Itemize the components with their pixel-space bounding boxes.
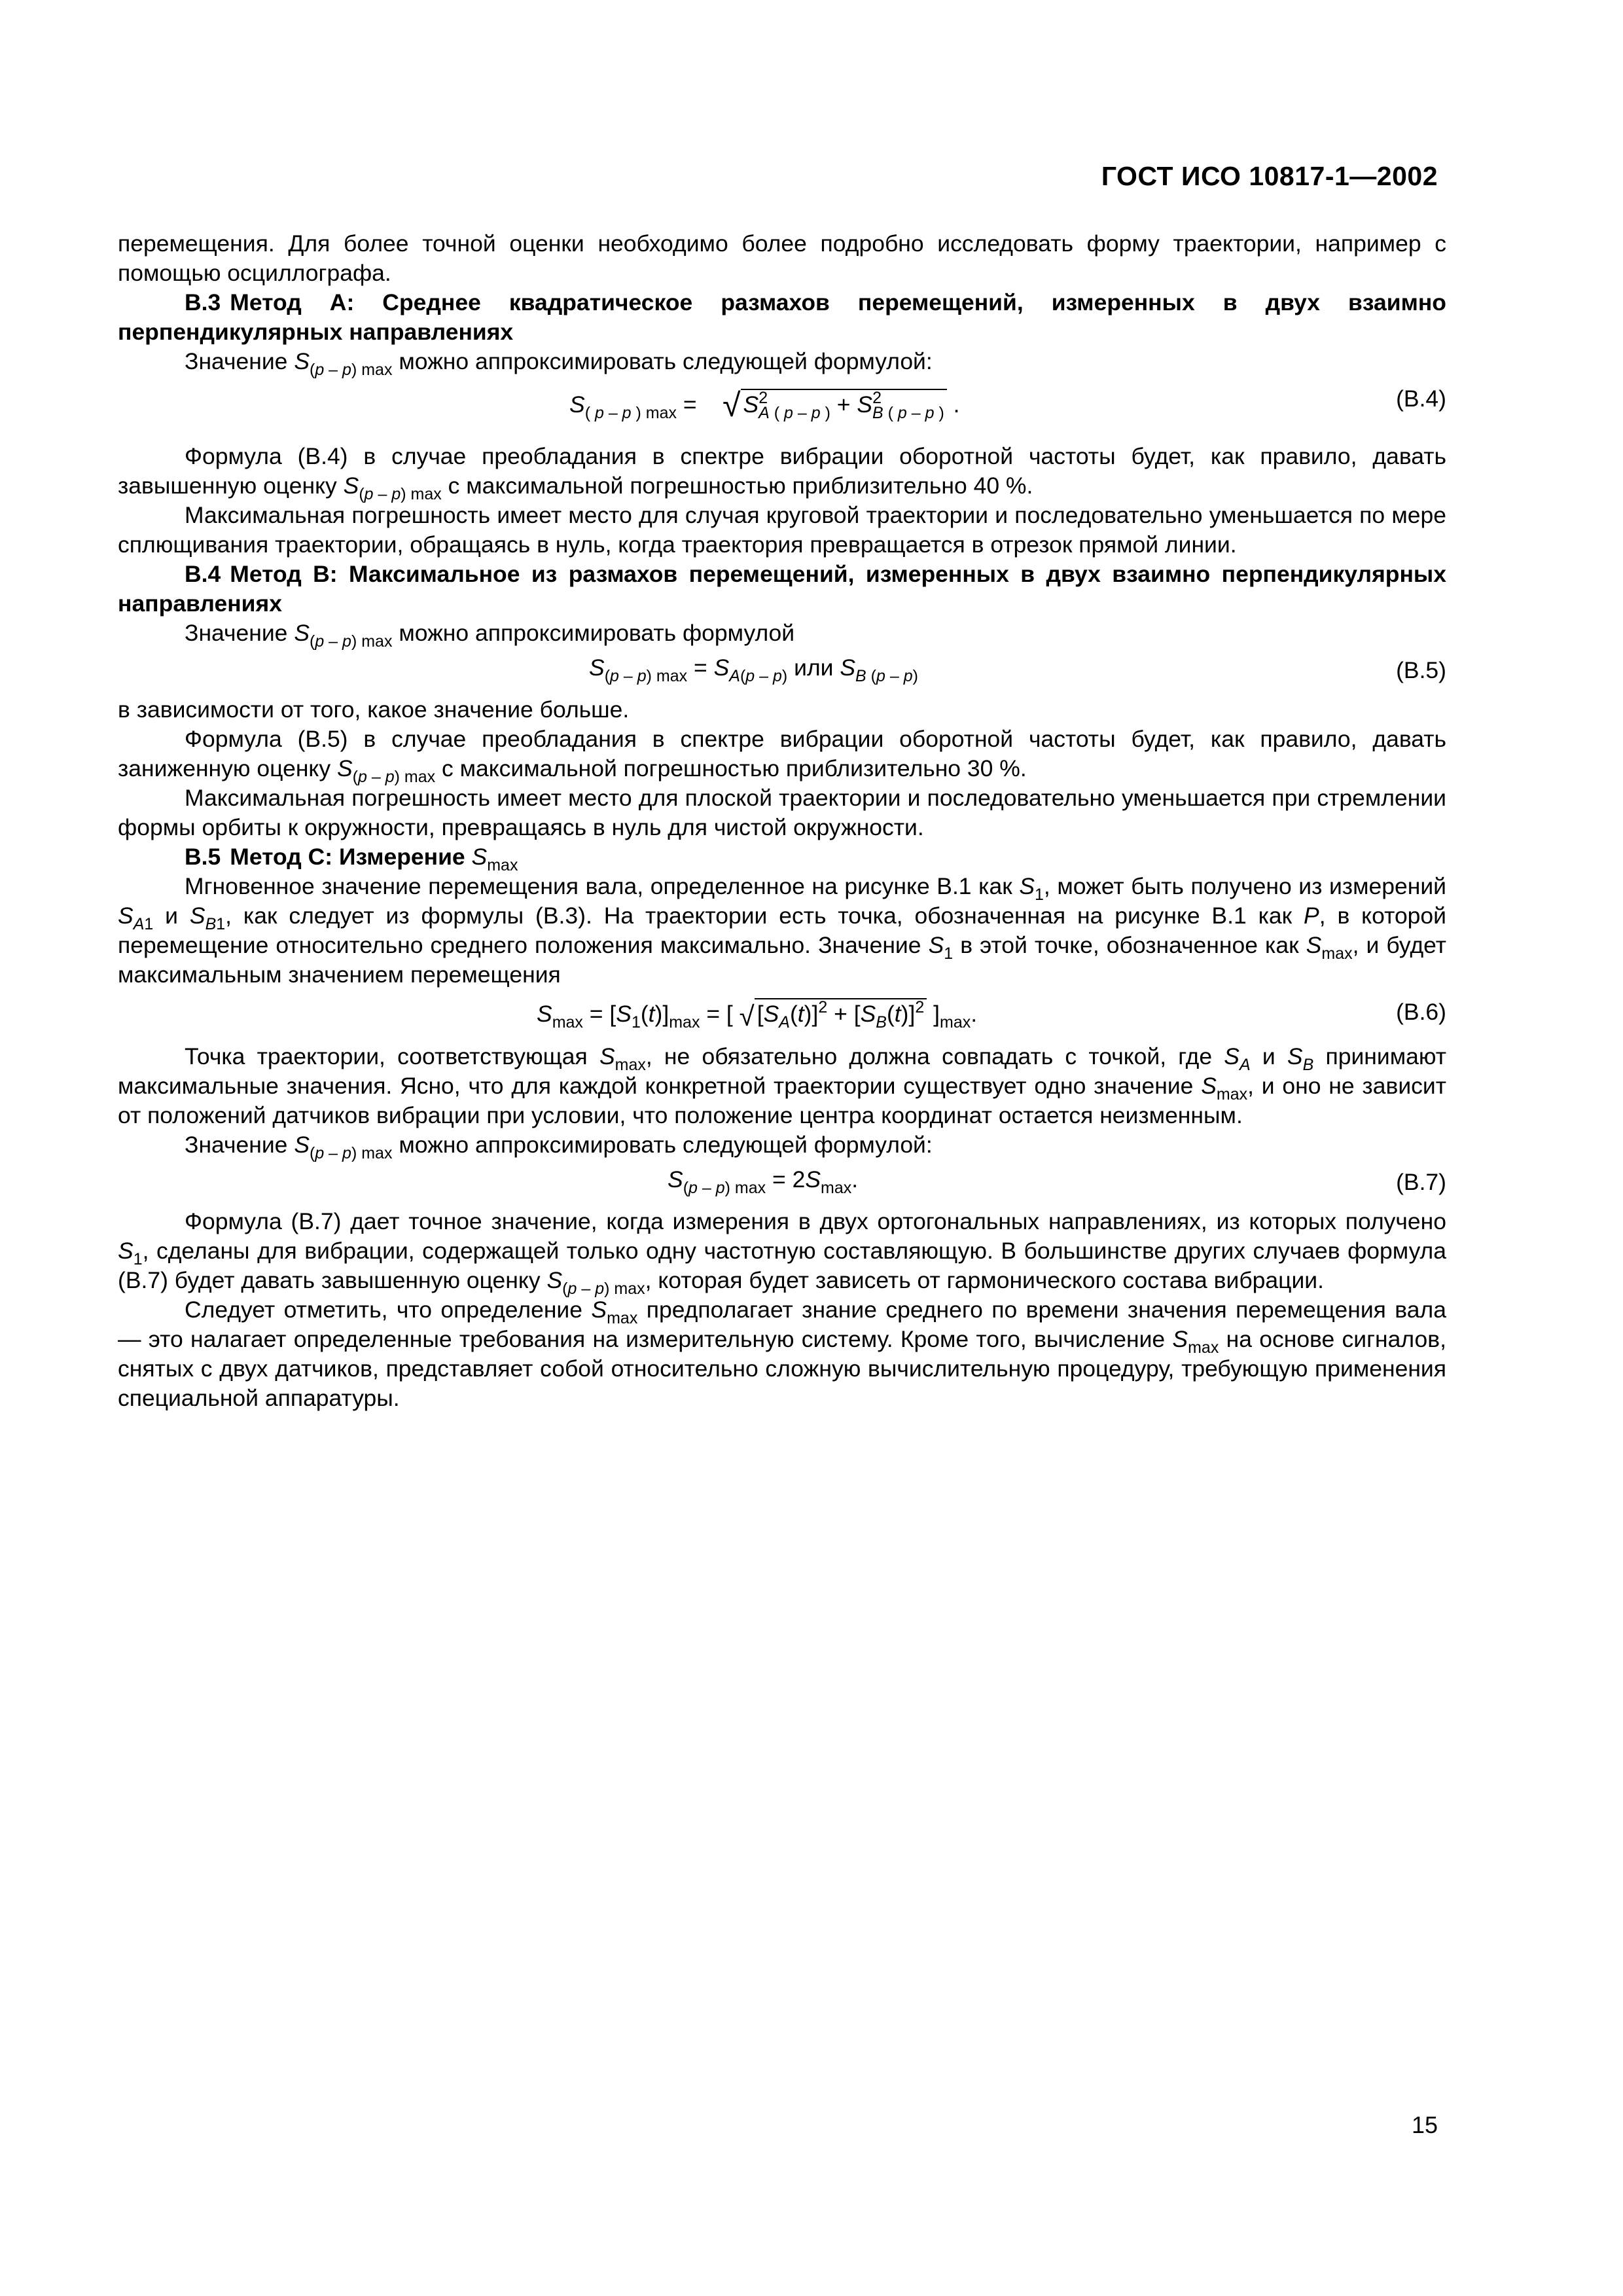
equation-number: (В.6): [1396, 999, 1446, 1025]
paragraph: Значение $S_{(p - p) max}$ можно аппроксимировать формулой: [185, 620, 795, 651]
formula-b6: $S_{max} = [S_1(t)]_{max}$ = [ √ $[S_A(t)]^2 + [S_B(t)]^2$ ]$_{max}$. (В.6): [537, 998, 1446, 1031]
paragraph: Значение $S_{(p - p) max}$ можно аппроксимировать следующей формулой:: [185, 348, 933, 379]
equation-number: (В.5): [1396, 657, 1446, 683]
section-heading-b3: В.3 Метод А: Среднее квадратическое размахов перемещений, измеренных в двух взаимно перпендикулярных направлениях: [118, 289, 1446, 345]
paragraph: Значение $S_{(p - p) max}$ можно аппроксимировать следующей формулой:: [185, 1132, 933, 1162]
paragraph: Формула (В.7) дает точное значение, когда измерения в двух ортогональных направлениях, из которых получено $S_1$, сделаны для вибрации, содержащей только одну частотную составляющую. В большинстве других случаев формула (В.7) будет давать завышенную оценку $S_{(p - p) max}$, которая будет зависеть от гармонического состава вибрации.: [118, 1208, 1446, 1298]
paragraph: Точка траектории, соответствующая $S_{max}$, не обязательно должна совпадать с точкой, где $S_A$ и $S_B$ принимают максимальные значения. Ясно, что для каждой конкретной траектории существует одно значение $S_{max}$, и оно не зависит от положений датчиков вибрации при условии, что положение центра координат остается неизменным.: [118, 1043, 1446, 1128]
paragraph: Максимальная погрешность имеет место для случая круговой траектории и последовательно уменьшается по мере сплющивания траектории, обращаясь в нуль, когда траектория превращается в отрезок прямой линии.: [118, 502, 1446, 558]
paragraph: Максимальная погрешность имеет место для плоской траектории и последовательно уменьшается при стремлении формы орбиты к окружности, превращаясь в нуль для чистой окружности.: [118, 785, 1446, 840]
document-standard-code: ГОСТ ИСО 10817-1—2002: [1101, 161, 1438, 191]
equation-number: (В.4): [1396, 386, 1446, 412]
paragraph: Мгновенное значение перемещения вала, определенное на рисунке В.1 как $S_1$, может быть получено из измерений $S_{A1}$ и $S_{B1}$, как следует из формулы (В.3). На траектории есть точка, обозначенная на рисунке В.1 как P, в которой перемещение относительно среднего положения максимально. Значение $S_1$ в этой точке, обозначенное как $S_{max}$, и будет максимальным значением перемещения: [118, 873, 1446, 988]
document-body: [118, 229, 1446, 1413]
formula-b7: $S_{(p - p) max} = 2S_{max}$. (В.7): [668, 1166, 1446, 1197]
paragraph: Формула (В.4) в случае преобладания в спектре вибрации оборотной частоты будет, как правило, давать завышенную оценку $S_{(p - p) max}$ с максимальной погрешностью приблизительно 40 %.: [118, 443, 1446, 503]
formula-b4: $S_{( p - p ) max}$ = √ $S^2_{A ( p - p )} + S^2_{B ( p - p )}$ . (В.4): [569, 386, 1446, 423]
paragraph: Следует отметить, что определение $S_{max}$ предполагает знание среднего по времени значения перемещения вала — это налагает определенные требования на измерительную систему. Кроме того, вычисление $S_{max}$ на основе сигналов, снятых с двух датчиков, представляет собой относительно сложную вычислительную процедуру, требующую применения специальной аппаратуры.: [118, 1297, 1446, 1411]
formula-b5: $S_{(p - p) max} = S_{A(p - p)}$ или $S_{B (p - p)}$ (В.5): [589, 655, 1446, 685]
paragraph: в зависимости от того, какое значение больше.: [118, 696, 630, 723]
equation-number: (В.7): [1396, 1169, 1446, 1195]
section-heading-b4: В.4 Метод В: Максимальное из размахов перемещений, измеренных в двух взаимно перпендикулярных направлениях: [118, 561, 1446, 617]
paragraph: перемещения. Для более точной оценки необходимо более подробно исследовать форму траектории, например с помощью осциллографа.: [118, 230, 1446, 286]
page-number: 15: [1411, 2111, 1438, 2138]
paragraph: Формула (В.5) в случае преобладания в спектре вибрации оборотной частоты будет, как правило, давать заниженную оценку $S_{(p - p) max}$ с максимальной погрешностью приблизительно 30 %.: [118, 726, 1446, 786]
section-heading-b5: В.5 Метод С: Измерение $S_{max}$: [185, 844, 518, 874]
